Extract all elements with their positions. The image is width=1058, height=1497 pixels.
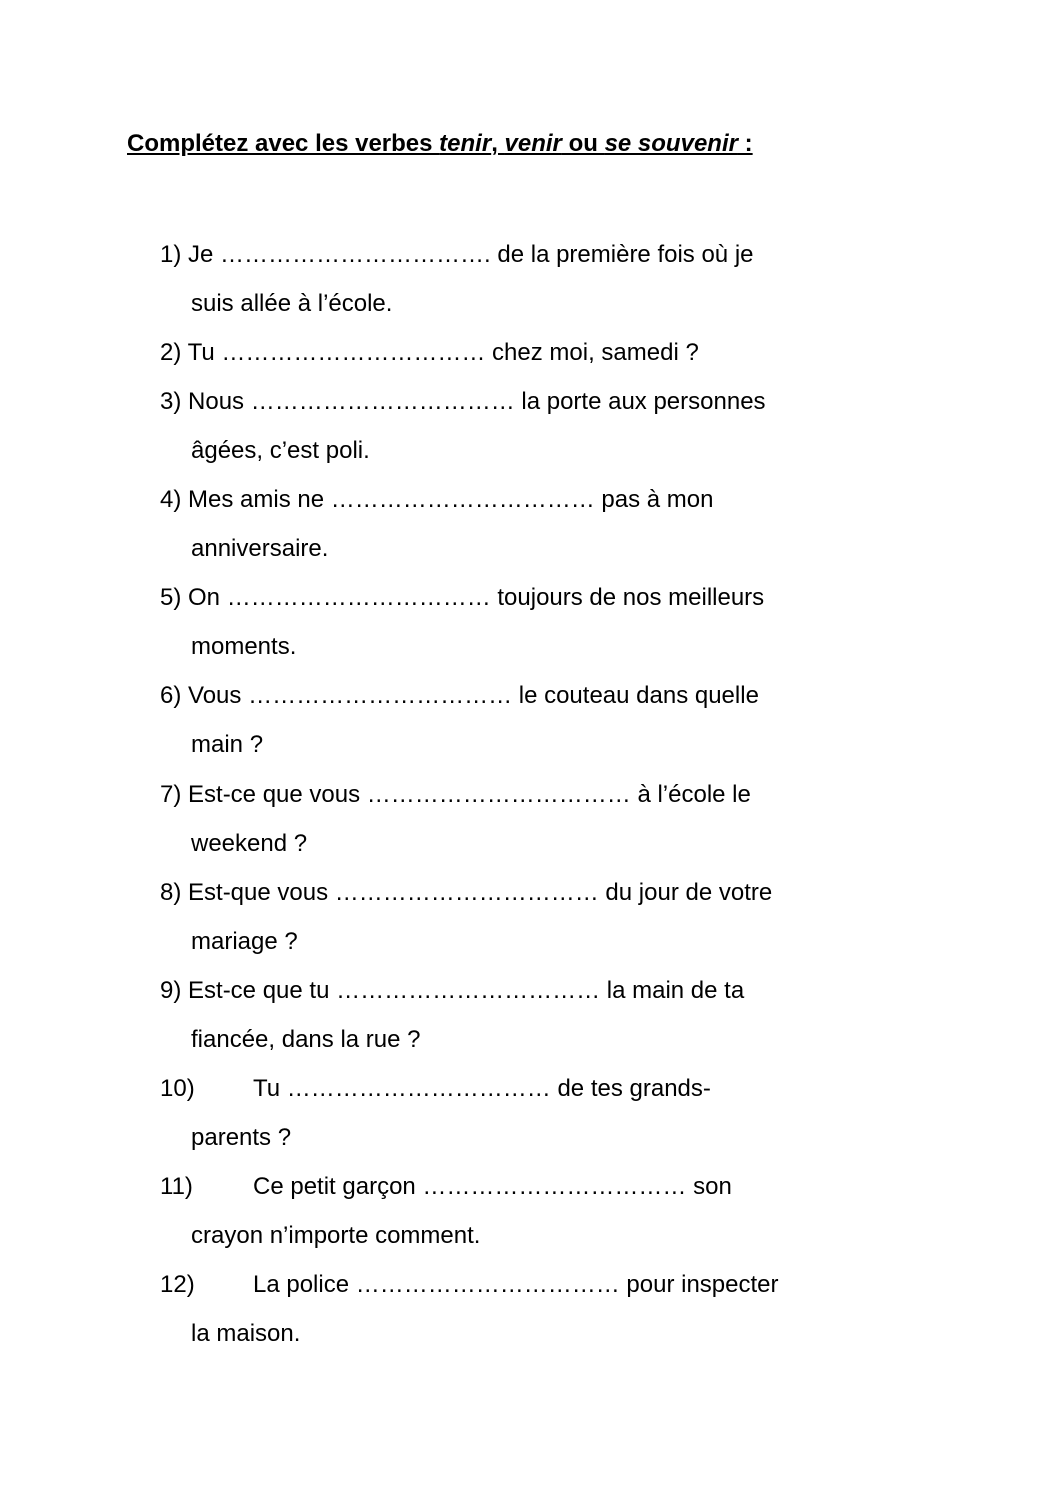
- item-number: 1): [160, 241, 182, 268]
- item-number: 11): [160, 1173, 193, 1200]
- exercise-item-7: [160, 779, 751, 811]
- item-number: 8): [160, 879, 182, 906]
- item-continuation: la maison.: [191, 1320, 301, 1347]
- item-sentence: Est-que vous …………………………… du jour de votre: [188, 879, 773, 906]
- title-separator-2: ou: [561, 130, 605, 157]
- exercise-item-5: [160, 582, 764, 614]
- exercise-item-12: [160, 1269, 779, 1301]
- exercise-item-11: [160, 1171, 732, 1203]
- item-number: 5): [160, 584, 182, 611]
- exercise-item-1: [160, 239, 754, 271]
- item-continuation: anniversaire.: [191, 535, 329, 562]
- item-sentence: On …………………………… toujours de nos meilleurs: [188, 584, 765, 611]
- item-number: 10): [160, 1075, 195, 1102]
- item-sentence: Est-ce que tu …………………………… la main de ta: [188, 977, 745, 1004]
- exercise-item-8: [160, 877, 772, 909]
- item-continuation: suis allée à l’école.: [191, 290, 393, 317]
- item-sentence: Je ……………………………. de la première fois où je: [188, 241, 754, 268]
- item-continuation: parents ?: [191, 1124, 292, 1151]
- title-verb-venir: venir: [504, 130, 562, 157]
- title-verb-tenir: tenir: [439, 130, 492, 157]
- item-sentence: Mes amis ne …………………………… pas à mon: [188, 486, 714, 513]
- item-number: 7): [160, 781, 182, 808]
- exercise-item-6: [160, 680, 759, 712]
- title-verb-se-souvenir: se souvenir: [604, 130, 738, 157]
- item-continuation: main ?: [191, 731, 264, 758]
- exercise-item-3: [160, 386, 766, 418]
- item-sentence: Ce petit garçon …………………………… son: [253, 1173, 732, 1200]
- item-continuation: mariage ?: [191, 928, 298, 955]
- item-number: 6): [160, 682, 182, 709]
- exercise-item-2: [160, 337, 699, 369]
- item-number: 12): [160, 1271, 195, 1298]
- exercise-item-9: [160, 975, 744, 1007]
- title-separator-1: ,: [491, 130, 505, 157]
- item-number: 4): [160, 486, 182, 513]
- item-sentence: Est-ce que vous …………………………… à l’école le: [188, 781, 751, 808]
- title-colon: :: [737, 130, 753, 157]
- exercise-item-4: [160, 484, 713, 516]
- page-title: [127, 128, 753, 160]
- item-continuation: crayon n’importe comment.: [191, 1222, 481, 1249]
- item-sentence: Tu …………………………… chez moi, samedi ?: [187, 339, 699, 366]
- item-continuation: fiancée, dans la rue ?: [191, 1026, 421, 1053]
- item-sentence: Vous …………………………… le couteau dans quelle: [188, 682, 759, 709]
- item-continuation: moments.: [191, 633, 297, 660]
- item-continuation: weekend ?: [191, 830, 308, 857]
- item-sentence: La police …………………………… pour inspecter: [253, 1271, 779, 1298]
- item-continuation: âgées, c’est poli.: [191, 437, 370, 464]
- item-sentence: Nous …………………………… la porte aux personnes: [188, 388, 766, 415]
- item-sentence: Tu …………………………… de tes grands-: [253, 1075, 711, 1102]
- title-intro: Complétez avec les verbes: [127, 130, 440, 157]
- item-number: 9): [160, 977, 182, 1004]
- item-number: 3): [160, 388, 182, 415]
- exercise-item-10: [160, 1073, 711, 1105]
- item-number: 2): [160, 339, 182, 366]
